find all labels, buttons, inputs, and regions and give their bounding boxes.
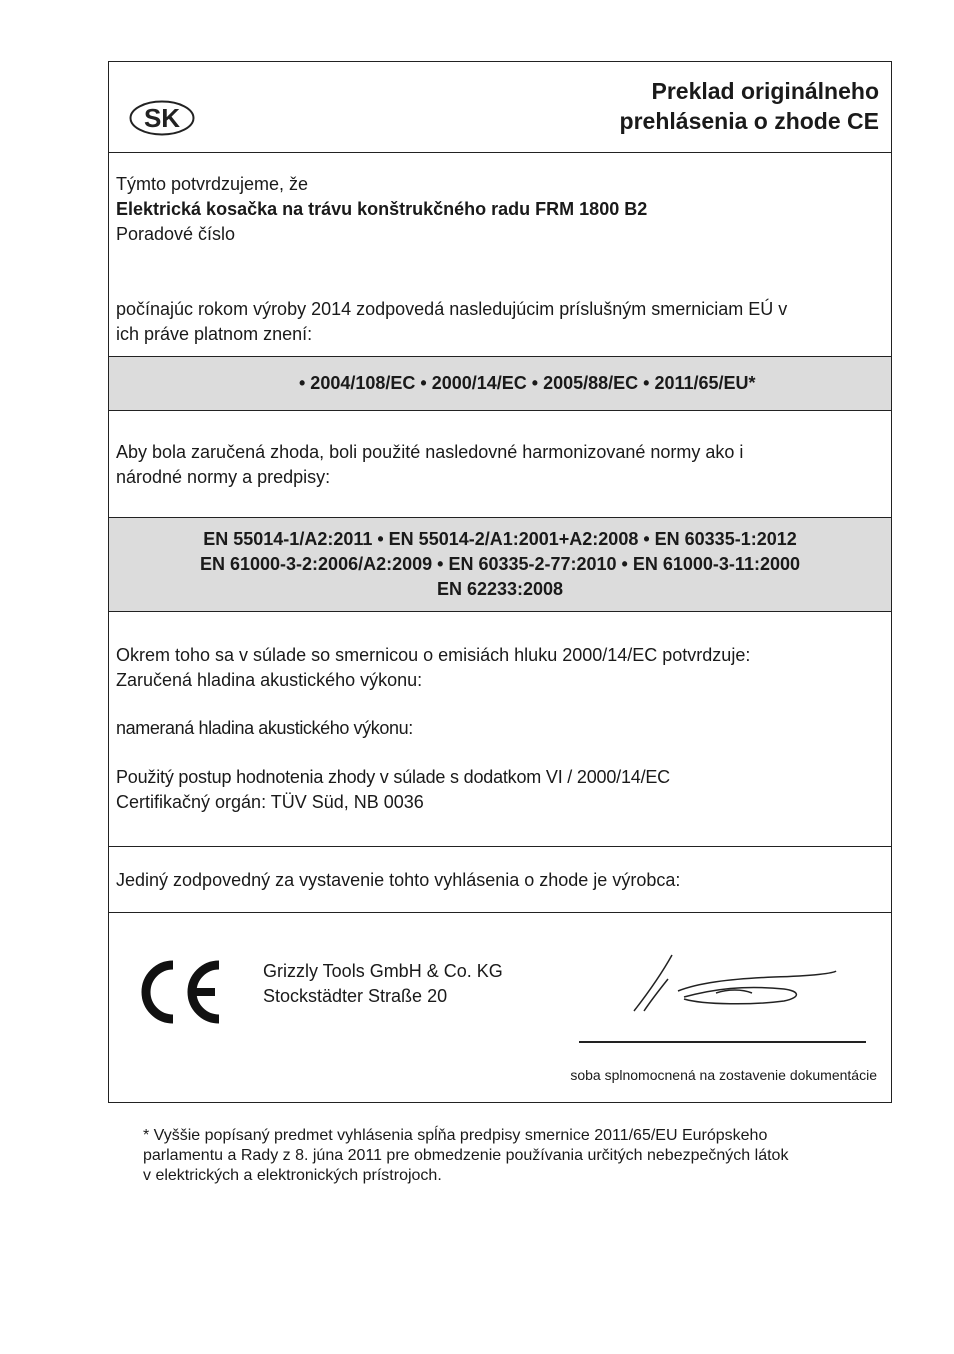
- standards-line-1: EN 55014-1/A2:2011 • EN 55014-2/A1:2001+A2:2008 • EN 60335-1:2012: [203, 529, 797, 549]
- noise-section: [109, 611, 891, 846]
- harmonized-section: [109, 410, 891, 517]
- manufacturer-name: Grizzly Tools GmbH & Co. KG: [263, 961, 503, 981]
- responsible-line: Jediný zodpovedný za vystavenie tohto vyhlásenia o zhode je výrobca:: [116, 870, 681, 890]
- compliance-line-2: ich práve platnom znení:: [116, 324, 313, 344]
- responsible-section: [109, 846, 891, 912]
- serial-label: Poradové číslo: [116, 224, 236, 244]
- footnote-line-1: * Vyššie popísaný predmet vyhlásenia spĺňa predpisy smernice 2011/65/EU Európskeho: [143, 1127, 768, 1144]
- noise-line-3: nameraná hladina akustického výkonu:: [116, 718, 413, 738]
- standards-section: [109, 517, 891, 611]
- manufacturer-street: Stockstädter Straße 20: [263, 986, 448, 1006]
- footnote: [143, 1126, 788, 1186]
- manufacturer-section: [109, 912, 891, 1102]
- intro-section: [109, 152, 891, 356]
- standards-line-2: EN 61000-3-2:2006/A2:2009 • EN 60335-2-77:2010 • EN 61000-3-11:2000: [199, 554, 800, 574]
- directives-section: [109, 356, 891, 410]
- ce-mark-icon: [137, 959, 223, 1025]
- signature-line: [579, 1041, 866, 1043]
- header-section: [109, 62, 891, 152]
- page-title: [620, 76, 879, 136]
- signature-image: [624, 949, 844, 1021]
- sk-badge: [129, 100, 195, 136]
- noise-line-1: Okrem toho sa v súlade so smernicou o emisiách hluku 2000/14/EC potvrdzuje:: [116, 645, 751, 665]
- noise-line-5: Certifikačný orgán: TÜV Süd, NB 0036: [116, 792, 424, 812]
- declaration-frame: [108, 61, 892, 1103]
- noise-line-4: Použitý postup hodnotenia zhody v súlade s dodatkom VI / 2000/14/EC: [116, 767, 670, 787]
- harmonized-line-2: národné normy a predpisy:: [116, 467, 331, 487]
- signature-caption: soba splnomocnená na zostavenie dokumentácie: [570, 1067, 877, 1083]
- harmonized-line-1: Aby bola zaručená zhoda, boli použité nasledovné harmonizované normy ako i: [116, 442, 744, 462]
- product-name: Elektrická kosačka na trávu konštrukčného radu FRM 1800 B2: [116, 199, 648, 219]
- intro-line: Týmto potvrdzujeme, že: [116, 174, 309, 194]
- standards-line-3: EN 62233:2008: [436, 579, 564, 599]
- sk-badge-label: SK: [143, 103, 181, 133]
- footnote-line-3: v elektrických a elektronických prístrojoch.: [143, 1167, 442, 1184]
- title-line-1: Preklad originálneho: [651, 78, 879, 104]
- title-line-2: prehlásenia o zhode CE: [619, 108, 879, 134]
- compliance-line-1: počínajúc rokom výroby 2014 zodpovedá nasledujúcim príslušným smerniciam EÚ v: [116, 299, 788, 319]
- noise-line-2: Zaručená hladina akustického výkonu:: [116, 670, 423, 690]
- footnote-line-2: parlamentu a Rady z 8. júna 2011 pre obmedzenie používania určitých nebezpečných látok: [143, 1147, 789, 1164]
- directives-list: • 2004/108/EC • 2000/14/EC • 2005/88/EC • 2011/65/EU*: [299, 373, 756, 393]
